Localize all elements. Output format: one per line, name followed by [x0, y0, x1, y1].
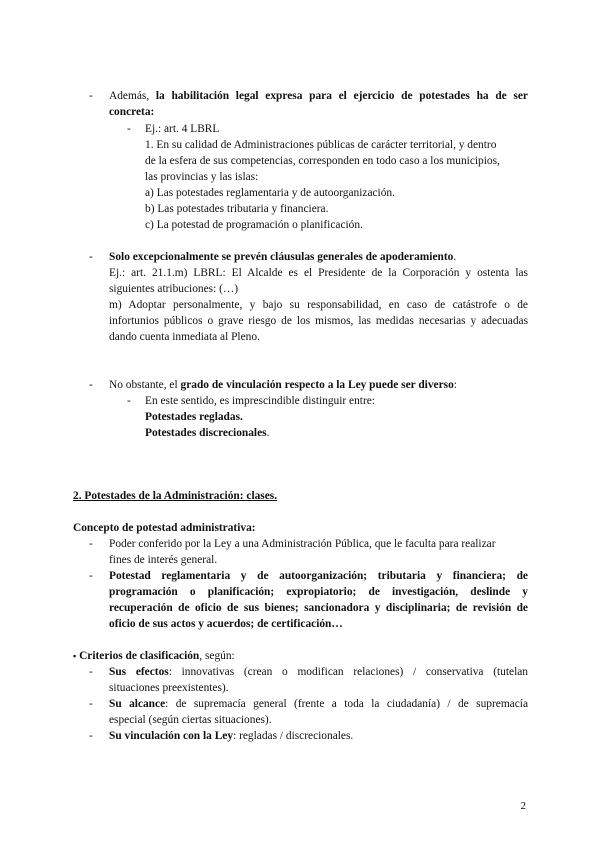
potestades-line: recuperación de oficio de sus bienes; sancionadora y disciplinaria; de revisión de	[109, 602, 528, 614]
section-heading-text: 2. Potestades de la Administración: clases.	[73, 490, 278, 502]
section-heading	[73, 488, 277, 504]
distinction-list	[145, 393, 375, 441]
list-dash: -	[89, 698, 93, 710]
page-number: 2	[520, 800, 526, 812]
square-bullet-icon: ▪	[73, 651, 77, 661]
criteria-law	[109, 728, 353, 744]
legal-habilitation-bold-end: concreta:	[109, 106, 155, 118]
potestades-line: programación o planificación; expropiatorio; de investigación, deslinde y	[109, 586, 528, 598]
binding-degree-item	[109, 377, 457, 393]
list-dash: -	[89, 570, 93, 582]
concept-line: fines de interés general.	[109, 554, 218, 566]
list-dash: -	[127, 395, 131, 407]
list-dash: -	[89, 251, 93, 263]
potestades-list	[109, 568, 528, 632]
discrecionales-label: Potestades discrecionales	[145, 427, 267, 439]
criteria-heading	[73, 648, 235, 664]
article-line: de la esfera de sus competencias, corresponden en todo caso a los municipios,	[145, 155, 500, 167]
example-label: Ej.: art. 4 LBRL	[145, 123, 220, 135]
list-dash: -	[89, 90, 93, 102]
intro-text: No obstante, el	[109, 379, 181, 391]
example-line: infortunios públicos o grave riesgo de los mismos, las medidas necesarias y adecuadas	[109, 315, 528, 327]
criteria-text: : innovativas (crean o modifican relaciones) / conservativa (tutelan	[168, 666, 528, 678]
punctuation: .	[453, 251, 457, 263]
example-line: m) Adoptar personalmente, y bajo su responsabilidad, en caso de catástrofe o de	[109, 299, 528, 311]
criteria-bold: Criterios de clasificación	[79, 650, 200, 662]
article-line: las provincias y las islas:	[145, 171, 259, 183]
article-item: c) La potestad de programación o planificación.	[145, 219, 363, 231]
criteria-label: Su alcance	[109, 698, 166, 710]
list-dash: -	[127, 123, 131, 135]
legal-habilitation-bold: la habilitación legal expresa para el ejercicio de potestades ha de ser	[155, 90, 528, 102]
list-dash: -	[89, 666, 93, 678]
criteria-scope	[109, 696, 528, 728]
general-clauses-title: Solo excepcionalmente se prevén cláusulas generales de apoderamiento	[109, 251, 454, 263]
general-clauses-item	[109, 249, 528, 345]
criteria-end: , según:	[199, 650, 235, 662]
criteria-text: situaciones preexistentes).	[109, 682, 229, 694]
criteria-text: : regladas / discrecionales.	[233, 730, 354, 742]
binding-degree-bold: grado de vinculación respecto a la Ley puede ser diverso	[180, 379, 454, 391]
intro-text: Además,	[109, 90, 156, 102]
criteria-label: Su vinculación con la Ley	[109, 730, 234, 742]
example-line: dando cuenta inmediata al Pleno.	[109, 331, 260, 343]
example-line: siguientes atribuciones: (…)	[109, 283, 239, 295]
criteria-effects	[109, 664, 528, 696]
criteria-text: : de supremacía general (frente a toda la ciudadanía) / de supremacía	[165, 698, 529, 710]
distinction-intro: En este sentido, es imprescindible distinguir entre:	[145, 395, 375, 407]
potestades-line: oficio de sus actos y acuerdos; de certificación…	[109, 618, 343, 630]
list-dash: -	[89, 730, 93, 742]
article-line: 1. En su calidad de Administraciones públicas de carácter territorial, y dentro	[145, 139, 497, 151]
concept-definition	[109, 536, 528, 568]
potestades-line: Potestad reglamentaria y de autoorganización; tributaria y financiera; de	[109, 570, 528, 582]
legal-habilitation-item	[109, 88, 528, 120]
list-dash: -	[89, 379, 93, 391]
criteria-label: Sus efectos	[109, 666, 169, 678]
article-item: a) Las potestades reglamentaria y de autoorganización.	[145, 187, 395, 199]
concept-heading	[73, 520, 256, 536]
criteria-text: especial (según ciertas situaciones).	[109, 714, 272, 726]
regladas-label: Potestades regladas.	[145, 411, 243, 423]
punctuation: :	[453, 379, 457, 391]
concept-heading-text: Concepto de potestad administrativa:	[73, 522, 256, 534]
article-item: b) Las potestades tributaria y financiera.	[145, 203, 329, 215]
legal-habilitation-line1	[109, 88, 528, 104]
punctuation: .	[266, 427, 270, 439]
concept-line: Poder conferido por la Ley a una Administración Pública, que le faculta para realizar	[109, 538, 496, 550]
article-text	[145, 137, 500, 233]
example-line: Ej.: art. 21.1.m) LBRL: El Alcalde es el Presidente de la Corporación y ostenta las	[109, 267, 528, 279]
list-dash: -	[89, 538, 93, 550]
